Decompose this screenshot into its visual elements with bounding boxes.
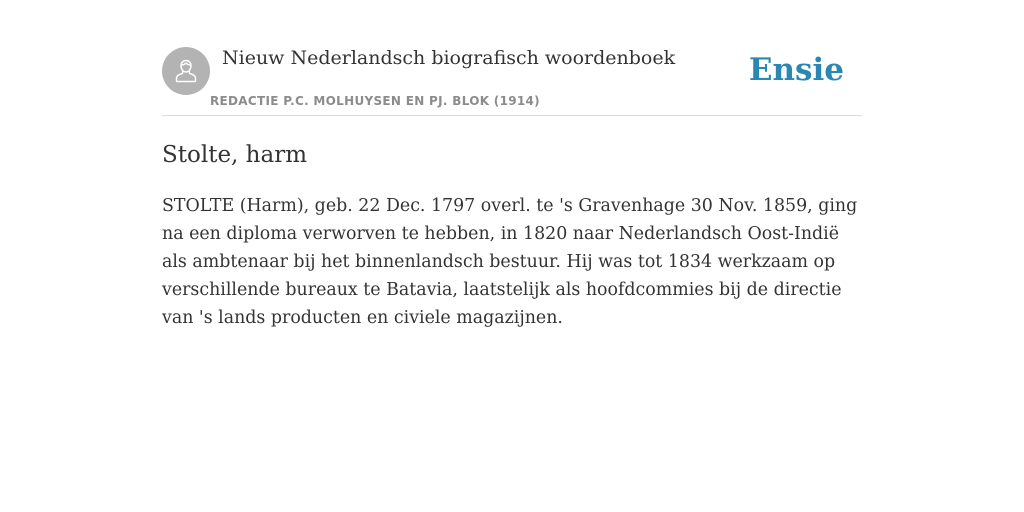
entry-body: STOLTE (Harm), geb. 22 Dec. 1797 overl. te 's Gravenhage 30 Nov. 1859, ging na een diploma verworven te hebben, in 1820 naar Nederlandsch Oost-Indië als ambtenaar bij het binnenlandsch bestuur. Hij was tot 1834 werkzaam op verschillende bureaux te Batavia, laatstelijk als hoofdcommies bij de directie van 's lands producten en civiele magazijnen. [162, 196, 858, 328]
source-title[interactable]: Nieuw Nederlandsch biografisch woordenboek [222, 47, 676, 69]
user-silhouette-icon [172, 57, 200, 85]
entry-title: Stolte, harm [162, 142, 308, 168]
source-editors: REDACTIE P.C. MOLHUYSEN EN PJ. BLOK (1914) [210, 94, 540, 108]
avatar [162, 47, 210, 95]
brand-logo[interactable]: Ensie [748, 52, 844, 88]
source-header [162, 40, 862, 116]
